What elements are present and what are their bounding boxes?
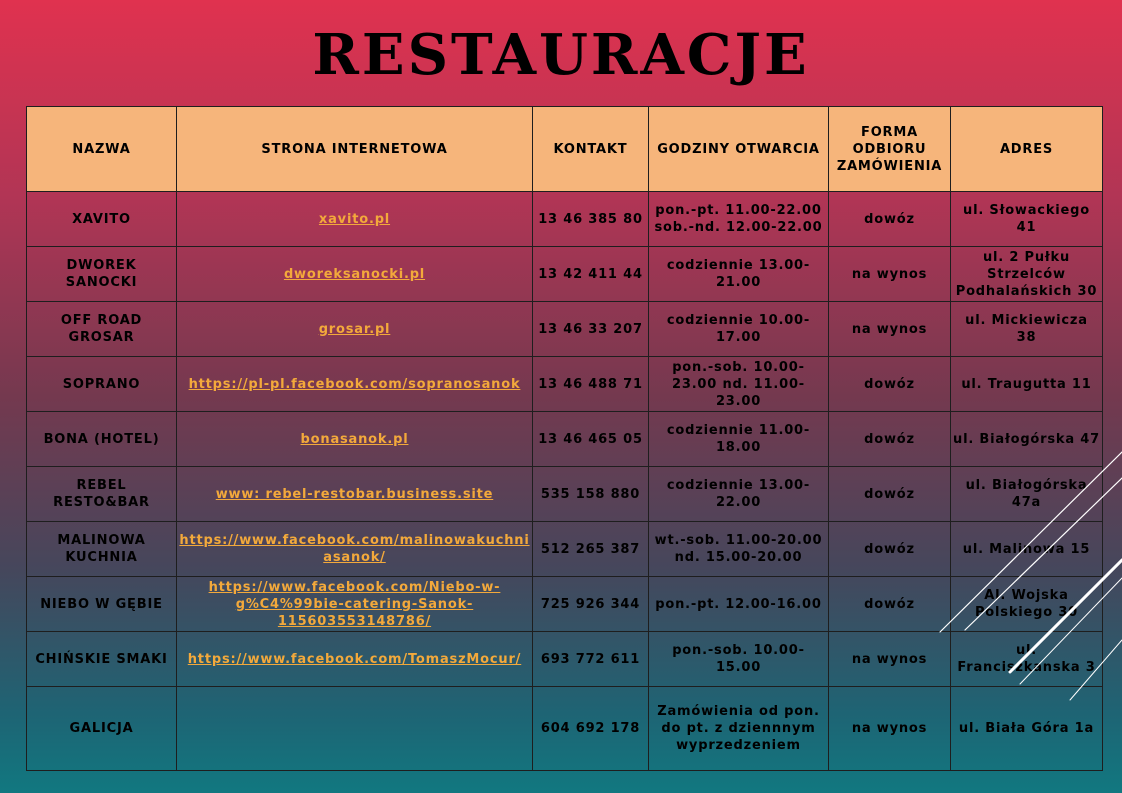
contact-phone: 13 42 411 44 — [533, 247, 649, 302]
opening-hours: codziennie 10.00-17.00 — [649, 302, 829, 357]
contact-phone: 535 158 880 — [533, 467, 649, 522]
table-row — [27, 632, 1103, 687]
website-link[interactable]: bonasanok.pl — [300, 431, 409, 447]
table-row — [27, 522, 1103, 577]
website-link[interactable]: https://pl-pl.facebook.com/sopranosanok — [188, 376, 521, 392]
address: ul. Malinowa 15 — [951, 522, 1103, 577]
opening-hours: codziennie 11.00-18.00 — [649, 412, 829, 467]
contact-phone: 13 46 488 71 — [533, 357, 649, 412]
table-row — [27, 302, 1103, 357]
contact-phone: 13 46 385 80 — [533, 192, 649, 247]
restaurant-name: GALICJA — [27, 687, 177, 771]
restaurant-name: CHIŃSKIE SMAKI — [27, 632, 177, 687]
website-cell — [177, 522, 533, 577]
contact-phone: 693 772 611 — [533, 632, 649, 687]
restaurant-name: OFF ROAD GROSAR — [27, 302, 177, 357]
address: ul. Białogórska 47 — [951, 412, 1103, 467]
website-cell — [177, 467, 533, 522]
contact-phone: 725 926 344 — [533, 577, 649, 632]
opening-hours: codziennie 13.00-22.00 — [649, 467, 829, 522]
restaurant-name: REBEL RESTO&BAR — [27, 467, 177, 522]
website-cell — [177, 247, 533, 302]
restaurant-name: DWOREK SANOCKI — [27, 247, 177, 302]
website-cell — [177, 577, 533, 632]
restaurant-name: BONA (HOTEL) — [27, 412, 177, 467]
website-link[interactable]: dworeksanocki.pl — [283, 266, 426, 282]
order-form: dowóz — [829, 412, 951, 467]
website-link[interactable]: https://www.facebook.com/TomaszMocur/ — [187, 651, 522, 667]
table-row — [27, 412, 1103, 467]
website-cell — [177, 632, 533, 687]
contact-phone: 512 265 387 — [533, 522, 649, 577]
table-row — [27, 577, 1103, 632]
address: ul. 2 Pułku Strzelców Podhalańskich 30 — [951, 247, 1103, 302]
page-title: RESTAURACJE — [312, 22, 810, 88]
contact-phone: 13 46 465 05 — [533, 412, 649, 467]
opening-hours: pon.-sob. 10.00-23.00 nd. 11.00-23.00 — [649, 357, 829, 412]
opening-hours: pon.-pt. 11.00-22.00 sob.-nd. 12.00-22.00 — [649, 192, 829, 247]
table-row — [27, 192, 1103, 247]
table-row — [27, 357, 1103, 412]
order-form: dowóz — [829, 192, 951, 247]
address: ul. Biała Góra 1a — [951, 687, 1103, 771]
restaurant-name: XAVITO — [27, 192, 177, 247]
website-link[interactable]: xavito.pl — [318, 211, 391, 227]
website-link[interactable]: https://www.facebook.com/malinowakuchniasanok/ — [179, 533, 530, 565]
restaurant-name: MALINOWA KUCHNIA — [27, 522, 177, 577]
website-cell — [177, 357, 533, 412]
address: ul. Franciszkanska 3 — [951, 632, 1103, 687]
website-link[interactable]: https://www.facebook.com/Niebo-w-g%C4%99bie-catering-Sanok-115603553148786/ — [208, 579, 501, 629]
opening-hours: codziennie 13.00-21.00 — [649, 247, 829, 302]
address: ul. Mickiewicza 38 — [951, 302, 1103, 357]
contact-phone: 13 46 33 207 — [533, 302, 649, 357]
header-address: ADRES — [951, 107, 1103, 192]
table-header-row — [27, 107, 1103, 192]
header-contact: KONTAKT — [533, 107, 649, 192]
table-row — [27, 467, 1103, 522]
contact-phone: 604 692 178 — [533, 687, 649, 771]
address: Al. Wojska Polskiego 30 — [951, 577, 1103, 632]
order-form: dowóz — [829, 357, 951, 412]
website-link[interactable]: grosar.pl — [318, 321, 391, 337]
order-form: na wynos — [829, 247, 951, 302]
header-hours: GODZINY OTWARCIA — [649, 107, 829, 192]
header-name: NAZWA — [27, 107, 177, 192]
opening-hours: pon.-pt. 12.00-16.00 — [649, 577, 829, 632]
website-cell — [177, 687, 533, 771]
website-cell — [177, 302, 533, 357]
restaurants-table — [26, 106, 1103, 771]
order-form: dowóz — [829, 577, 951, 632]
opening-hours: Zamówienia od pon. do pt. z dziennnym wyprzedzeniem — [649, 687, 829, 771]
header-website: STRONA INTERNETOWA — [177, 107, 533, 192]
order-form: na wynos — [829, 302, 951, 357]
opening-hours: pon.-sob. 10.00-15.00 — [649, 632, 829, 687]
table-row — [27, 247, 1103, 302]
address: ul. Białogórska 47a — [951, 467, 1103, 522]
header-order-form: FORMA ODBIORU ZAMÓWIENIA — [829, 107, 951, 192]
order-form: dowóz — [829, 522, 951, 577]
restaurant-name: NIEBO W GĘBIE — [27, 577, 177, 632]
opening-hours: wt.-sob. 11.00-20.00 nd. 15.00-20.00 — [649, 522, 829, 577]
address: ul. Słowackiego 41 — [951, 192, 1103, 247]
table-row — [27, 687, 1103, 771]
restaurant-name: SOPRANO — [27, 357, 177, 412]
order-form: na wynos — [829, 687, 951, 771]
order-form: dowóz — [829, 467, 951, 522]
website-cell — [177, 192, 533, 247]
order-form: na wynos — [829, 632, 951, 687]
website-cell — [177, 412, 533, 467]
address: ul. Traugutta 11 — [951, 357, 1103, 412]
website-link[interactable]: www: rebel-restobar.business.site — [215, 486, 494, 502]
